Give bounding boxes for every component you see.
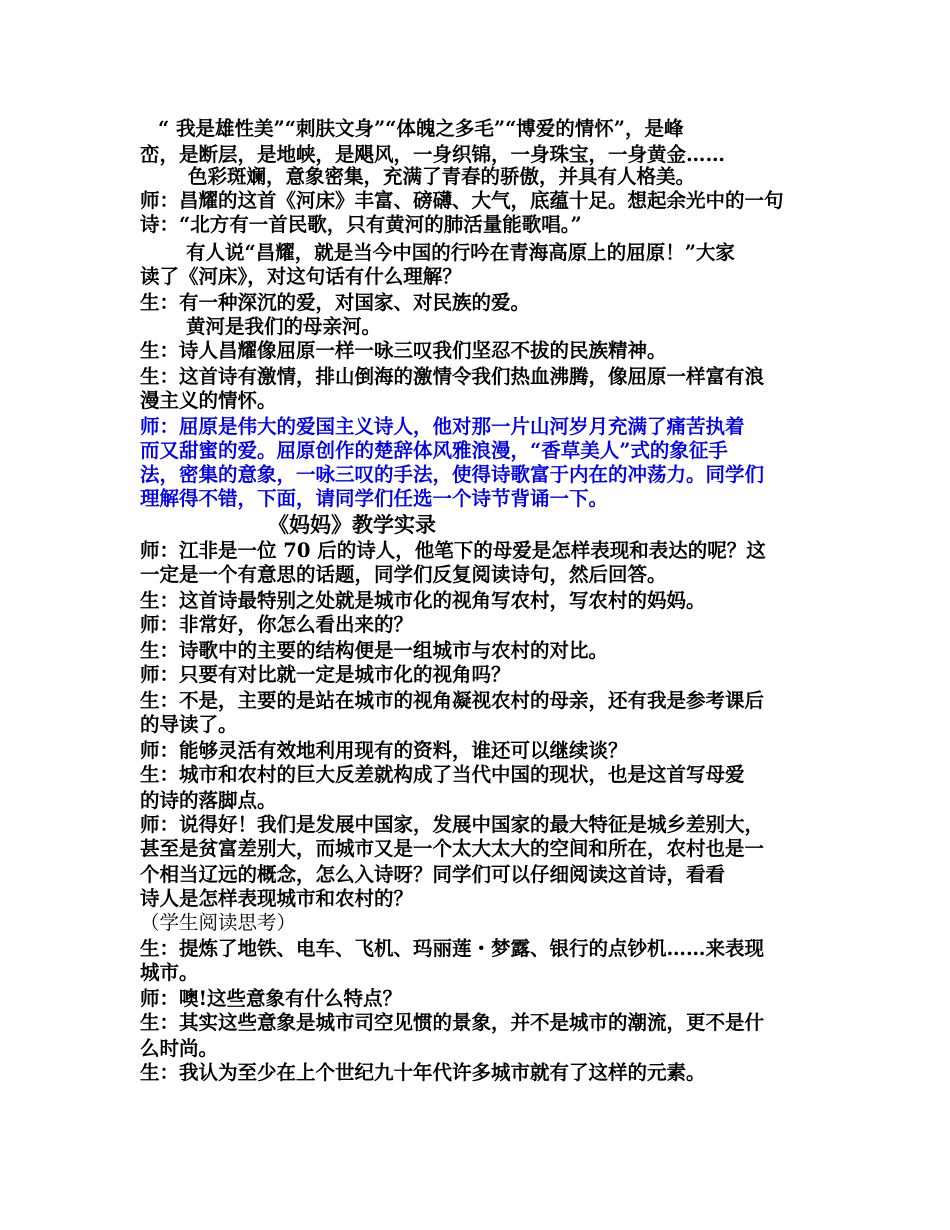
text-line: 有人说“昌耀，就是当今中国的行吟在青海高原上的屈原！”大家 — [186, 241, 735, 264]
text-line: 城市。 — [140, 961, 199, 984]
text-line: 生：我认为至少在上个世纪九十年代许多城市就有了这样的元素。 — [140, 1061, 706, 1084]
text-line: 诗：“北方有一首民歌，只有黄河的肺活量能歌唱。” — [140, 213, 582, 236]
text-line: 生：这首诗有激情，排山倒海的激情令我们热血沸腾，像屈原一样富有浪 — [140, 365, 765, 388]
text-line: 读了《河床》，对这句话有什么理解？ — [140, 265, 462, 288]
text-line: 生：城市和农村的巨大反差就构成了当代中国的现状，也是这首写母爱 — [140, 763, 745, 786]
text-line: 么时尚。 — [140, 1037, 219, 1060]
text-line: 诗人是怎样表现城市和农村的？ — [140, 887, 414, 910]
section-title: 《妈妈》教学实录 — [268, 512, 436, 537]
text-line: 的诗的落脚点。 — [140, 789, 277, 812]
highlighted-text-line: 理解得不错，下面，请同学们任选一个诗节背诵一下。 — [140, 487, 609, 510]
text-line: 师：噢!这些意象有什么特点？ — [140, 987, 403, 1010]
text-line: 甚至是贫富差别大，而城市又是一个太大太大的空间和所在，农村也是一 — [140, 837, 765, 860]
highlighted-text-line: 法，密集的意象，一咏三叹的手法，使得诗歌富于内在的冲荡力。同学们 — [140, 463, 765, 486]
text-line: 师：昌耀的这首《河床》丰富、磅礴、大气，底蕴十足。想起余光中的一句 — [140, 189, 784, 212]
text-line: 生：提炼了地铁、电车、飞机、玛丽莲・梦露、银行的点钞机……来表现 — [140, 937, 765, 960]
text-line: 师：只要有对比就一定是城市化的视角吗？ — [140, 663, 511, 686]
text-line: “ 我是雄性美”“刺肤文身”“体魄之多毛”“博爱的情怀”，是峰 — [158, 117, 684, 140]
text-line: 师：能够灵活有效地利用现有的资料，谁还可以继续谈？ — [140, 739, 628, 762]
highlighted-text-line: 师：屈原是伟大的爱国主义诗人，他对那一片山河岁月充满了痛苦执着 — [140, 415, 745, 438]
text-line: 黄河是我们的母亲河。 — [186, 315, 382, 338]
text-line: 峦，是断层，是地峡，是飓风，一身织锦，一身珠宝，一身黄金…… — [140, 143, 726, 166]
text-line: 一定是一个有意思的话题，同学们反复阅读诗句，然后回答。 — [140, 563, 667, 586]
text-line: 生：不是，主要的是站在城市的视角凝视农村的母亲，还有我是参考课后 — [140, 689, 765, 712]
text-line: 师：江非是一位 70 后的诗人，他笔下的母爱是怎样表现和表达的呢？这 — [140, 539, 766, 562]
text-line: 生：这首诗最特别之处就是城市化的视角写农村，写农村的妈妈。 — [140, 589, 706, 612]
highlighted-text-line: 而又甜蜜的爱。屈原创作的楚辞体风雅浪漫，“香草美人”式的象征手 — [140, 439, 728, 462]
text-line: 师：非常好，你怎么看出来的？ — [140, 613, 414, 636]
text-line: 生：其实这些意象是城市司空见惯的景象，并不是城市的潮流，更不是什 — [140, 1011, 765, 1034]
text-line: 生：诗歌中的主要的结构便是一组城市与农村的对比。 — [140, 639, 609, 662]
text-line: 师：说得好！我们是发展中国家，发展中国家的最大特征是城乡差别大， — [140, 813, 765, 836]
text-line: 生：有一种深沉的爱，对国家、对民族的爱。 — [140, 291, 531, 314]
text-line: 色彩斑斓，意象密集，充满了青春的骄傲，并具有人格美。 — [188, 165, 696, 188]
text-line: 的导读了。 — [140, 713, 238, 736]
text-line: 漫主义的情怀。 — [140, 389, 277, 412]
text-line: （学生阅读思考） — [140, 911, 297, 934]
text-line: 生：诗人昌耀像屈原一样一咏三叹我们坚忍不拔的民族精神。 — [140, 339, 667, 362]
text-line: 个相当辽远的概念，怎么入诗呀？同学们可以仔细阅读这首诗，看看 — [140, 863, 726, 886]
